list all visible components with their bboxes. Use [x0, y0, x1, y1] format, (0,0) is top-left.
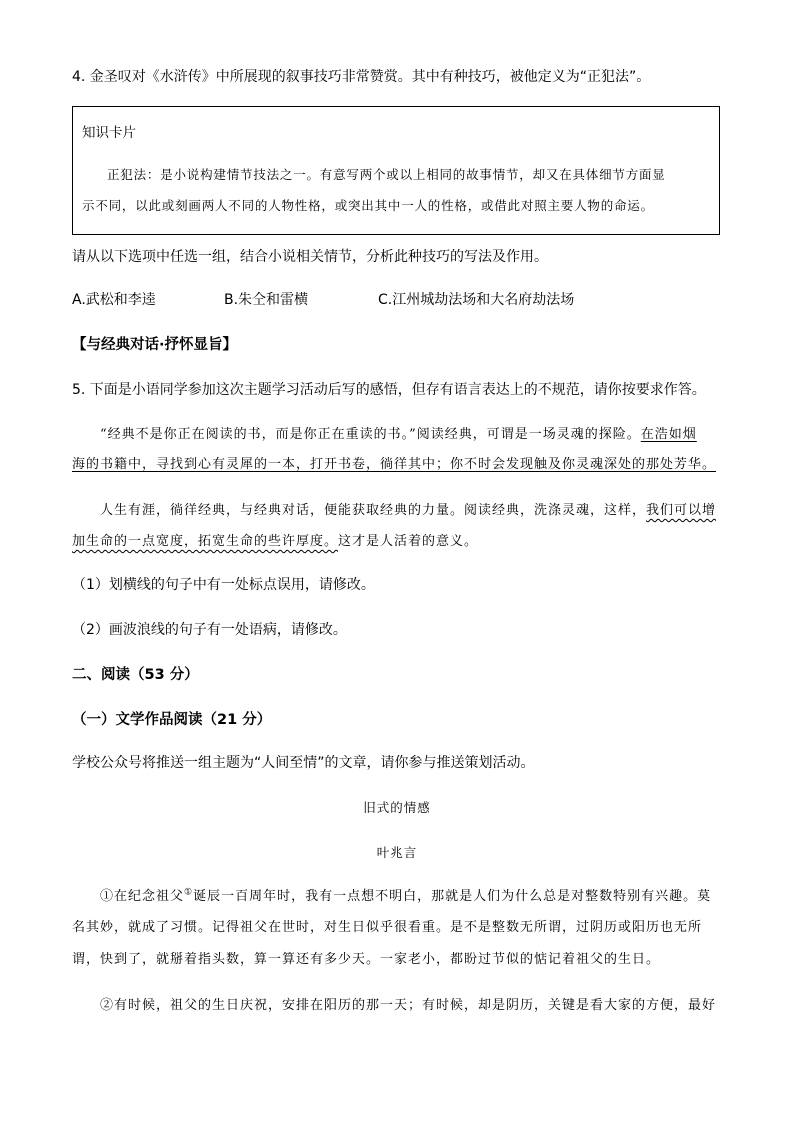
article-p1-text-a: ①在纪念祖父 [100, 889, 185, 904]
section-heading-dialog: 【与经典对话·抒怀显旨】 [72, 337, 238, 353]
q5-sub-question-1: （1）划横线的句子中有一处标点误用，请修改。 [72, 577, 375, 593]
q5-p1-underlined-a: 在浩如烟 [640, 427, 697, 442]
knowledge-card-line-2: 示不同，以此或刻画两人不同的人物性格，或突出其中一人的性格，或借此对照主要人物的命运。 [82, 198, 654, 213]
article-paragraph-2-line-1: ②有时候，祖父的生日庆祝，安排在阳历的那一天；有时候，却是阴历，关键是看大家的方便，最好 [100, 998, 717, 1013]
q5-paragraph-1-line-1 [100, 423, 697, 442]
q5-paragraph-2-line-1 [100, 499, 716, 518]
article-paragraph-1-line-3: 谓，快到了，就掰着指头数，算一算还有多少天。一家老小，都盼过节似的惦记着祖父的生日。 [72, 952, 661, 967]
knowledge-card-title: 知识卡片 [82, 125, 136, 141]
q5-p2-post: 这才是人活着的意义。 [338, 534, 479, 549]
q5-p2-text: 人生有涯，徜徉经典，与经典对话，便能获取经典的力量。阅读经典，洗涤灵魂，这样， [100, 503, 647, 518]
q5-paragraph-2-line-2 [72, 530, 478, 549]
article-author: 叶兆言 [376, 845, 418, 860]
q5-paragraph-1-line-2 [72, 453, 716, 472]
knowledge-card [72, 106, 720, 235]
article-paragraph-1-line-1 [100, 885, 711, 904]
question-4-stem: 4. 金圣叹对《水浒传》中所展现的叙事技巧非常赞赏。其中有种技巧，被他定义为“正犯法”。 [72, 69, 651, 85]
q5-p1-underlined-b: 海的书籍中，寻找到心有灵犀的一本，打开书卷，徜徉其中；你不时会发现触及你灵魂深处的那处芳华。 [72, 457, 717, 472]
reading-intro: 学校公众号将推送一组主题为“人间至情”的文章，请你参与推送策划活动。 [72, 755, 535, 771]
q5-p1-text: “经典不是你正在阅读的书，而是你正在重读的书。”阅读经典，可谓是一场灵魂的探险。 [100, 427, 641, 442]
q5-sub-question-2: （2）画波浪线的句子有一处语病，请修改。 [72, 622, 347, 638]
article-title: 旧式的情感 [363, 800, 431, 815]
question-5-stem: 5. 下面是小语同学参加这次主题学习活动后写的感悟，但存有语言表达上的不规范，请你按要求作答。 [72, 382, 706, 398]
q5-p2-wavy-b: 加生命的一点宽度，拓宽生命的些许厚度。 [72, 534, 339, 549]
article-paragraph-1-line-2: 名其妙，就成了习惯。记得祖父在世时，对生日似乎很看重。是不是整数无所谓，过阴历或阳历也无所 [72, 920, 703, 935]
question-4-instruction: 请从以下选项中任选一组，结合小说相关情节，分析此种技巧的写法及作用。 [72, 249, 548, 265]
part-2-sub-heading: （一）文学作品阅读（21 分） [72, 712, 272, 728]
option-b: B.朱仝和雷横 [224, 292, 309, 308]
question-4-options [72, 289, 722, 309]
option-a: A.武松和李逵 [72, 292, 156, 308]
option-c: C.江州城劫法场和大名府劫法场 [378, 292, 575, 308]
q5-p2-wavy-a: 我们可以增 [646, 503, 717, 518]
part-2-heading: 二、阅读（53 分） [72, 667, 199, 683]
footnote-marker: ① [184, 887, 194, 898]
article-p1-text-b: 诞辰一百周年时，我有一点想不明白，那就是人们为什么总是对整数特别有兴趣。莫 [193, 889, 712, 904]
knowledge-card-line-1: 正犯法：是小说构建情节技法之一。有意写两个或以上相同的故事情节，却又在具体细节方面显 [107, 167, 666, 182]
